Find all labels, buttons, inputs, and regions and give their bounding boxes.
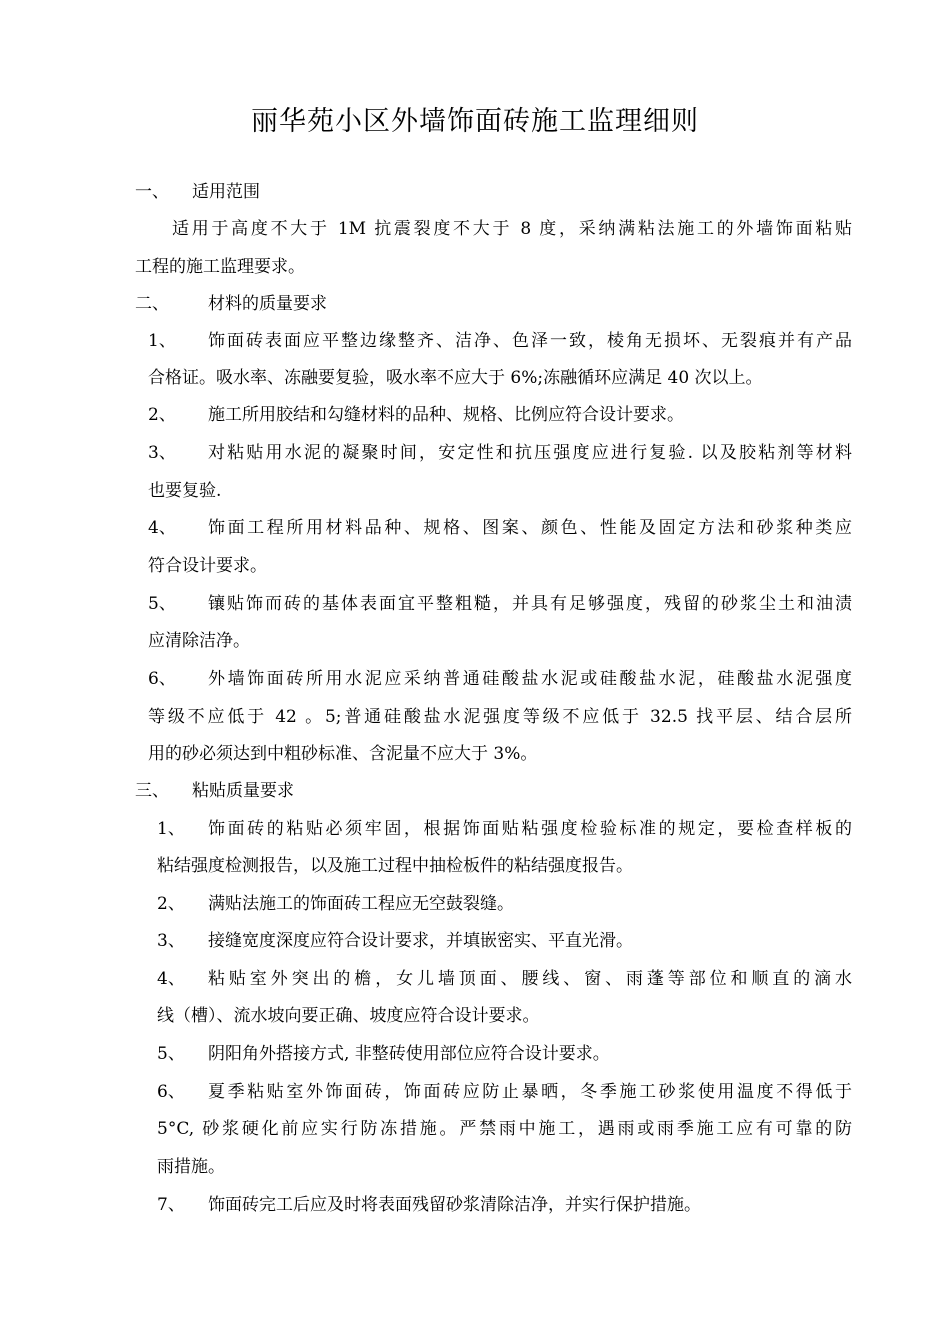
section-1-number: 一、	[135, 182, 169, 202]
list-item-line: 饰面砖完工后应及时将表面残留砂浆清除洁净，并实行保护措施。	[208, 1195, 701, 1215]
document-title: 丽华苑小区外墙饰面砖施工监理细则	[251, 106, 699, 137]
list-item-number: 3、	[148, 443, 176, 463]
list-item-line: 对粘贴用水泥的凝聚时间，安定性和抗压强度应进行复验. 以及胶粘剂等材料	[208, 443, 852, 463]
list-item-line: 5°C, 砂浆硬化前应实行防冻措施。严禁雨中施工，遇雨或雨季施工应有可靠的防	[157, 1119, 852, 1139]
list-item-line: 阴阳角外搭接方式, 非整砖使用部位应符合设计要求。	[208, 1044, 610, 1064]
list-item-number: 3、	[157, 931, 185, 951]
list-item-line: 满贴法施工的饰面砖工程应无空鼓裂缝。	[208, 894, 514, 914]
list-item-line: 夏季粘贴室外饰面砖，饰面砖应防止暴晒，冬季施工砂浆使用温度不得低于	[208, 1082, 852, 1102]
list-item-line: 应清除洁净。	[148, 631, 250, 651]
list-item-line: 镶贴饰而砖的基体表面宜平整粗糙，并具有足够强度，残留的砂浆尘土和油渍	[208, 594, 852, 614]
list-item-line: 饰面工程所用材料品种、规格、图案、颜色、性能及固定方法和砂浆种类应	[208, 518, 852, 538]
list-item-line: 饰面砖表面应平整边缘整齐、洁净、色泽一致，棱角无损坏、无裂痕并有产品	[208, 331, 852, 351]
list-item-line: 合格证。吸水率、冻融要复验，吸水率不应大于 6%;冻融循环应满足 40 次以上。	[148, 368, 763, 388]
section-3-number: 三、	[135, 781, 169, 801]
list-item-number: 6、	[157, 1082, 185, 1102]
list-item-line: 施工所用胶结和勾缝材料的品种、规格、比例应符合设计要求。	[208, 405, 684, 425]
list-item-line: 符合设计要求。	[148, 556, 267, 576]
list-item-number: 4、	[148, 518, 176, 538]
list-item-number: 2、	[157, 894, 185, 914]
section-3-title: 粘贴质量要求	[192, 781, 294, 801]
section-1-body-line: 适用于高度不大于 1M 抗震裂度不大于 8 度，采纳满粘法施工的外墙饰面粘贴	[172, 219, 852, 239]
list-item-line: 粘结强度检测报告，以及施工过程中抽检板件的粘结强度报告。	[157, 856, 633, 876]
list-item-number: 2、	[148, 405, 176, 425]
list-item-line: 用的砂必须达到中粗砂标准、含泥量不应大于 3%。	[148, 744, 538, 764]
list-item-line: 饰面砖的粘贴必须牢固，根据饰面贴粘强度检验标准的规定，要检查样板的	[208, 819, 852, 839]
list-item-number: 1、	[148, 331, 176, 351]
list-item-number: 7、	[157, 1195, 185, 1215]
list-item-line: 雨措施。	[157, 1157, 225, 1177]
list-item-number: 6、	[148, 669, 176, 689]
section-1-title: 适用范围	[192, 182, 260, 202]
list-item-number: 5、	[157, 1044, 185, 1064]
list-item-number: 5、	[148, 594, 176, 614]
list-item-line: 等级不应低于 42 。5;普通硅酸盐水泥强度等级不应低于 32.5 找平层、结合层所	[148, 707, 852, 727]
list-item-line: 粘贴室外突出的檐，女儿墙顶面、腰线、窗、雨蓬等部位和顺直的滴水	[208, 969, 852, 989]
list-item-line: 线（槽）、流水坡向要正确、坡度应符合设计要求。	[157, 1006, 540, 1026]
section-1-body-line: 工程的施工监理要求。	[135, 257, 305, 277]
list-item-number: 1、	[157, 819, 185, 839]
list-item-line: 接缝宽度深度应符合设计要求，并填嵌密实、平直光滑。	[208, 931, 633, 951]
list-item-number: 4、	[157, 969, 185, 989]
section-2-number: 二、	[135, 294, 169, 314]
list-item-line: 外墙饰面砖所用水泥应采纳普通硅酸盐水泥或硅酸盐水泥，硅酸盐水泥强度	[208, 669, 852, 689]
list-item-line: 也要复验.	[148, 481, 222, 501]
section-2-title: 材料的质量要求	[208, 294, 327, 314]
